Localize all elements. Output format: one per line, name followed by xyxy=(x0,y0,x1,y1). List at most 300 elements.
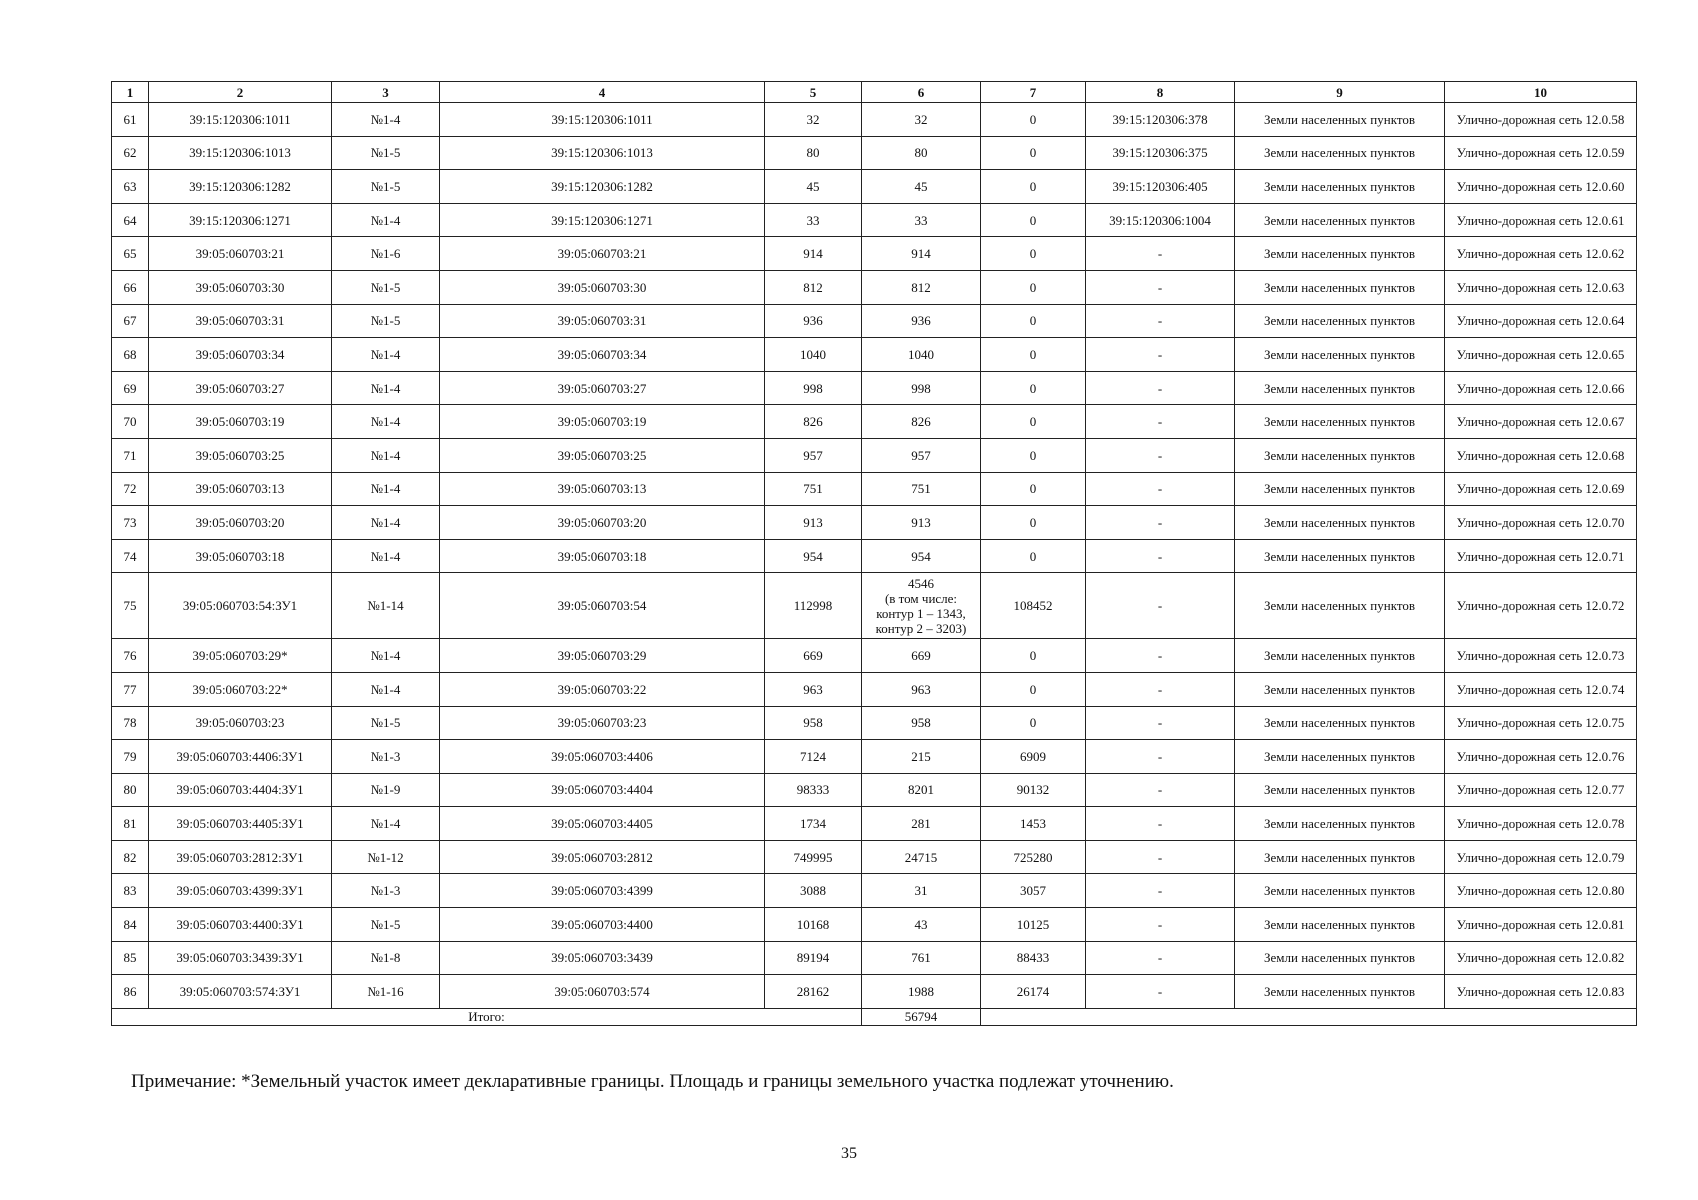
cell-area-in-zone: 914 xyxy=(862,237,981,271)
col-header-7: 7 xyxy=(981,82,1086,103)
cell-area-in-zone: 4546 (в том числе: контур 1 – 1343, контур 2 – 3203) xyxy=(862,573,981,639)
table-row xyxy=(112,438,1637,472)
cell-plot-id: 39:05:060703:4399:ЗУ1 xyxy=(149,874,332,908)
col-header-3: 3 xyxy=(332,82,440,103)
table-row xyxy=(112,136,1637,170)
cell-points-range: №1-4 xyxy=(332,103,440,137)
cell-total-area: 958 xyxy=(765,706,862,740)
cell-parent-plot: - xyxy=(1086,840,1235,874)
cell-points-range: №1-4 xyxy=(332,539,440,573)
cell-permitted-use: Улично-дорожная сеть 12.0.60 xyxy=(1445,170,1637,204)
cell-row-number: 62 xyxy=(112,136,149,170)
cell-plot-id: 39:05:060703:54:ЗУ1 xyxy=(149,573,332,639)
cell-parent-plot: - xyxy=(1086,706,1235,740)
cell-cadastral-number: 39:05:060703:19 xyxy=(440,405,765,439)
cell-cadastral-number: 39:05:060703:13 xyxy=(440,472,765,506)
cell-total-area: 954 xyxy=(765,539,862,573)
col-header-4: 4 xyxy=(440,82,765,103)
col-header-9: 9 xyxy=(1235,82,1445,103)
col-header-5: 5 xyxy=(765,82,862,103)
cell-land-category: Земли населенных пунктов xyxy=(1235,472,1445,506)
cell-parent-plot: - xyxy=(1086,438,1235,472)
cell-points-range: №1-4 xyxy=(332,371,440,405)
col-header-2: 2 xyxy=(149,82,332,103)
cell-area-in-zone: 936 xyxy=(862,304,981,338)
cell-permitted-use: Улично-дорожная сеть 12.0.79 xyxy=(1445,840,1637,874)
cell-row-number: 80 xyxy=(112,773,149,807)
table-row xyxy=(112,975,1637,1009)
cell-area-in-zone: 31 xyxy=(862,874,981,908)
cell-points-range: №1-4 xyxy=(332,506,440,540)
cell-area-outside-zone: 88433 xyxy=(981,941,1086,975)
cell-land-category: Земли населенных пунктов xyxy=(1235,975,1445,1009)
cell-row-number: 74 xyxy=(112,539,149,573)
cell-points-range: №1-9 xyxy=(332,773,440,807)
cell-area-in-zone: 958 xyxy=(862,706,981,740)
cell-parent-plot: - xyxy=(1086,639,1235,673)
cell-points-range: №1-5 xyxy=(332,908,440,942)
cell-row-number: 86 xyxy=(112,975,149,1009)
cell-land-category: Земли населенных пунктов xyxy=(1235,672,1445,706)
cell-total-area: 80 xyxy=(765,136,862,170)
cell-area-in-zone: 8201 xyxy=(862,773,981,807)
cell-area-outside-zone: 0 xyxy=(981,672,1086,706)
cell-area-outside-zone: 0 xyxy=(981,270,1086,304)
cell-area-in-zone: 43 xyxy=(862,908,981,942)
cell-area-in-zone: 812 xyxy=(862,270,981,304)
cell-parent-plot: - xyxy=(1086,941,1235,975)
cell-row-number: 69 xyxy=(112,371,149,405)
total-empty xyxy=(981,1008,1637,1025)
cell-area-outside-zone: 0 xyxy=(981,539,1086,573)
cell-parent-plot: - xyxy=(1086,573,1235,639)
cell-row-number: 72 xyxy=(112,472,149,506)
cell-cadastral-number: 39:05:060703:18 xyxy=(440,539,765,573)
cell-parent-plot: - xyxy=(1086,237,1235,271)
cell-cadastral-number: 39:05:060703:23 xyxy=(440,706,765,740)
cell-plot-id: 39:05:060703:20 xyxy=(149,506,332,540)
cell-plot-id: 39:05:060703:31 xyxy=(149,304,332,338)
cell-total-area: 812 xyxy=(765,270,862,304)
cell-row-number: 84 xyxy=(112,908,149,942)
total-label: Итого: xyxy=(112,1008,862,1025)
cell-land-category: Земли населенных пунктов xyxy=(1235,237,1445,271)
cell-area-in-zone: 45 xyxy=(862,170,981,204)
cell-permitted-use: Улично-дорожная сеть 12.0.72 xyxy=(1445,573,1637,639)
cell-total-area: 1040 xyxy=(765,338,862,372)
cell-points-range: №1-4 xyxy=(332,672,440,706)
cell-land-category: Земли населенных пунктов xyxy=(1235,807,1445,841)
cell-total-area: 669 xyxy=(765,639,862,673)
cell-row-number: 64 xyxy=(112,203,149,237)
col-header-8: 8 xyxy=(1086,82,1235,103)
cell-parent-plot: 39:15:120306:375 xyxy=(1086,136,1235,170)
land-plots-table xyxy=(111,81,1637,1026)
cell-land-category: Земли населенных пунктов xyxy=(1235,506,1445,540)
cell-plot-id: 39:05:060703:13 xyxy=(149,472,332,506)
cell-row-number: 78 xyxy=(112,706,149,740)
cell-area-in-zone: 669 xyxy=(862,639,981,673)
cell-area-in-zone: 761 xyxy=(862,941,981,975)
cell-area-in-zone: 751 xyxy=(862,472,981,506)
cell-row-number: 77 xyxy=(112,672,149,706)
cell-permitted-use: Улично-дорожная сеть 12.0.63 xyxy=(1445,270,1637,304)
cell-total-area: 914 xyxy=(765,237,862,271)
cell-plot-id: 39:15:120306:1282 xyxy=(149,170,332,204)
cell-total-area: 963 xyxy=(765,672,862,706)
cell-row-number: 83 xyxy=(112,874,149,908)
cell-cadastral-number: 39:15:120306:1011 xyxy=(440,103,765,137)
cell-parent-plot: - xyxy=(1086,740,1235,774)
cell-plot-id: 39:05:060703:21 xyxy=(149,237,332,271)
cell-parent-plot: - xyxy=(1086,338,1235,372)
cell-area-in-zone: 215 xyxy=(862,740,981,774)
cell-land-category: Земли населенных пунктов xyxy=(1235,773,1445,807)
cell-plot-id: 39:05:060703:25 xyxy=(149,438,332,472)
cell-plot-id: 39:05:060703:2812:ЗУ1 xyxy=(149,840,332,874)
cell-land-category: Земли населенных пунктов xyxy=(1235,103,1445,137)
cell-area-outside-zone: 0 xyxy=(981,438,1086,472)
cell-area-in-zone: 954 xyxy=(862,539,981,573)
cell-area-outside-zone: 108452 xyxy=(981,573,1086,639)
cell-parent-plot: - xyxy=(1086,672,1235,706)
table-row xyxy=(112,807,1637,841)
cell-land-category: Земли населенных пунктов xyxy=(1235,338,1445,372)
cell-land-category: Земли населенных пунктов xyxy=(1235,840,1445,874)
cell-parent-plot: - xyxy=(1086,472,1235,506)
cell-points-range: №1-4 xyxy=(332,405,440,439)
cell-area-outside-zone: 90132 xyxy=(981,773,1086,807)
table-row xyxy=(112,573,1637,639)
col-header-10: 10 xyxy=(1445,82,1637,103)
cell-cadastral-number: 39:05:060703:4404 xyxy=(440,773,765,807)
cell-cadastral-number: 39:05:060703:27 xyxy=(440,371,765,405)
cell-parent-plot: 39:15:120306:1004 xyxy=(1086,203,1235,237)
cell-permitted-use: Улично-дорожная сеть 12.0.71 xyxy=(1445,539,1637,573)
cell-cadastral-number: 39:15:120306:1013 xyxy=(440,136,765,170)
cell-cadastral-number: 39:05:060703:574 xyxy=(440,975,765,1009)
table-row xyxy=(112,472,1637,506)
cell-plot-id: 39:15:120306:1011 xyxy=(149,103,332,137)
cell-area-in-zone: 33 xyxy=(862,203,981,237)
cell-permitted-use: Улично-дорожная сеть 12.0.65 xyxy=(1445,338,1637,372)
cell-points-range: №1-14 xyxy=(332,573,440,639)
cell-row-number: 79 xyxy=(112,740,149,774)
cell-cadastral-number: 39:05:060703:4405 xyxy=(440,807,765,841)
cell-area-outside-zone: 0 xyxy=(981,237,1086,271)
cell-total-area: 1734 xyxy=(765,807,862,841)
cell-points-range: №1-4 xyxy=(332,639,440,673)
cell-plot-id: 39:15:120306:1271 xyxy=(149,203,332,237)
table-row xyxy=(112,304,1637,338)
table-row xyxy=(112,539,1637,573)
cell-parent-plot: - xyxy=(1086,506,1235,540)
cell-row-number: 65 xyxy=(112,237,149,271)
cell-area-outside-zone: 10125 xyxy=(981,908,1086,942)
cell-row-number: 82 xyxy=(112,840,149,874)
cell-cadastral-number: 39:05:060703:31 xyxy=(440,304,765,338)
cell-land-category: Земли населенных пунктов xyxy=(1235,270,1445,304)
cell-cadastral-number: 39:05:060703:20 xyxy=(440,506,765,540)
cell-row-number: 85 xyxy=(112,941,149,975)
cell-area-outside-zone: 0 xyxy=(981,136,1086,170)
cell-area-outside-zone: 3057 xyxy=(981,874,1086,908)
cell-cadastral-number: 39:05:060703:4399 xyxy=(440,874,765,908)
cell-row-number: 61 xyxy=(112,103,149,137)
cell-cadastral-number: 39:05:060703:22 xyxy=(440,672,765,706)
footnote: Примечание: *Земельный участок имеет декларативные границы. Площадь и границы земельного участка подлежат уточнению. xyxy=(131,1071,1174,1092)
col-header-1: 1 xyxy=(112,82,149,103)
table-row xyxy=(112,908,1637,942)
cell-permitted-use: Улично-дорожная сеть 12.0.78 xyxy=(1445,807,1637,841)
cell-permitted-use: Улично-дорожная сеть 12.0.73 xyxy=(1445,639,1637,673)
cell-plot-id: 39:05:060703:4404:ЗУ1 xyxy=(149,773,332,807)
cell-total-area: 749995 xyxy=(765,840,862,874)
cell-cadastral-number: 39:05:060703:54 xyxy=(440,573,765,639)
table-row xyxy=(112,840,1637,874)
cell-area-outside-zone: 0 xyxy=(981,706,1086,740)
table-body xyxy=(112,103,1637,1009)
cell-parent-plot: - xyxy=(1086,773,1235,807)
cell-points-range: №1-6 xyxy=(332,237,440,271)
cell-cadastral-number: 39:15:120306:1271 xyxy=(440,203,765,237)
cell-area-in-zone: 281 xyxy=(862,807,981,841)
cell-land-category: Земли населенных пунктов xyxy=(1235,405,1445,439)
table-row xyxy=(112,371,1637,405)
cell-cadastral-number: 39:05:060703:4400 xyxy=(440,908,765,942)
table-row xyxy=(112,941,1637,975)
cell-points-range: №1-4 xyxy=(332,472,440,506)
cell-cadastral-number: 39:05:060703:2812 xyxy=(440,840,765,874)
table-row xyxy=(112,740,1637,774)
cell-parent-plot: - xyxy=(1086,908,1235,942)
cell-cadastral-number: 39:05:060703:30 xyxy=(440,270,765,304)
cell-total-area: 3088 xyxy=(765,874,862,908)
cell-land-category: Земли населенных пунктов xyxy=(1235,438,1445,472)
cell-parent-plot: - xyxy=(1086,304,1235,338)
cell-plot-id: 39:05:060703:30 xyxy=(149,270,332,304)
cell-permitted-use: Улично-дорожная сеть 12.0.69 xyxy=(1445,472,1637,506)
cell-total-area: 10168 xyxy=(765,908,862,942)
cell-plot-id: 39:05:060703:27 xyxy=(149,371,332,405)
cell-total-area: 7124 xyxy=(765,740,862,774)
cell-row-number: 68 xyxy=(112,338,149,372)
cell-area-outside-zone: 0 xyxy=(981,472,1086,506)
cell-land-category: Земли населенных пунктов xyxy=(1235,573,1445,639)
cell-land-category: Земли населенных пунктов xyxy=(1235,941,1445,975)
cell-total-area: 998 xyxy=(765,371,862,405)
cell-total-area: 826 xyxy=(765,405,862,439)
cell-permitted-use: Улично-дорожная сеть 12.0.62 xyxy=(1445,237,1637,271)
table-row xyxy=(112,203,1637,237)
table-row xyxy=(112,237,1637,271)
cell-area-outside-zone: 0 xyxy=(981,506,1086,540)
cell-row-number: 71 xyxy=(112,438,149,472)
cell-permitted-use: Улично-дорожная сеть 12.0.81 xyxy=(1445,908,1637,942)
cell-total-area: 751 xyxy=(765,472,862,506)
total-row xyxy=(112,1008,1637,1025)
cell-cadastral-number: 39:05:060703:34 xyxy=(440,338,765,372)
cell-points-range: №1-3 xyxy=(332,740,440,774)
cell-cadastral-number: 39:05:060703:21 xyxy=(440,237,765,271)
cell-permitted-use: Улично-дорожная сеть 12.0.83 xyxy=(1445,975,1637,1009)
cell-land-category: Земли населенных пунктов xyxy=(1235,706,1445,740)
cell-area-in-zone: 1040 xyxy=(862,338,981,372)
cell-permitted-use: Улично-дорожная сеть 12.0.67 xyxy=(1445,405,1637,439)
cell-points-range: №1-4 xyxy=(332,438,440,472)
cell-permitted-use: Улично-дорожная сеть 12.0.70 xyxy=(1445,506,1637,540)
cell-row-number: 66 xyxy=(112,270,149,304)
cell-area-in-zone: 32 xyxy=(862,103,981,137)
cell-plot-id: 39:05:060703:19 xyxy=(149,405,332,439)
cell-land-category: Земли населенных пунктов xyxy=(1235,639,1445,673)
cell-parent-plot: - xyxy=(1086,975,1235,1009)
cell-total-area: 98333 xyxy=(765,773,862,807)
cell-plot-id: 39:05:060703:4405:ЗУ1 xyxy=(149,807,332,841)
table-row xyxy=(112,170,1637,204)
cell-permitted-use: Улично-дорожная сеть 12.0.80 xyxy=(1445,874,1637,908)
cell-total-area: 89194 xyxy=(765,941,862,975)
cell-row-number: 63 xyxy=(112,170,149,204)
cell-total-area: 913 xyxy=(765,506,862,540)
cell-row-number: 81 xyxy=(112,807,149,841)
cell-plot-id: 39:05:060703:574:ЗУ1 xyxy=(149,975,332,1009)
cell-permitted-use: Улично-дорожная сеть 12.0.61 xyxy=(1445,203,1637,237)
cell-cadastral-number: 39:05:060703:25 xyxy=(440,438,765,472)
table-row xyxy=(112,706,1637,740)
cell-plot-id: 39:15:120306:1013 xyxy=(149,136,332,170)
table-row xyxy=(112,672,1637,706)
cell-plot-id: 39:05:060703:3439:ЗУ1 xyxy=(149,941,332,975)
table-row xyxy=(112,405,1637,439)
total-value: 56794 xyxy=(862,1008,981,1025)
cell-row-number: 75 xyxy=(112,573,149,639)
cell-points-range: №1-4 xyxy=(332,338,440,372)
cell-row-number: 67 xyxy=(112,304,149,338)
cell-area-in-zone: 998 xyxy=(862,371,981,405)
cell-area-outside-zone: 0 xyxy=(981,170,1086,204)
cell-permitted-use: Улично-дорожная сеть 12.0.58 xyxy=(1445,103,1637,137)
cell-plot-id: 39:05:060703:4400:ЗУ1 xyxy=(149,908,332,942)
cell-points-range: №1-8 xyxy=(332,941,440,975)
cell-area-outside-zone: 0 xyxy=(981,304,1086,338)
cell-land-category: Земли населенных пунктов xyxy=(1235,304,1445,338)
cell-cadastral-number: 39:15:120306:1282 xyxy=(440,170,765,204)
cell-plot-id: 39:05:060703:22* xyxy=(149,672,332,706)
cell-points-range: №1-12 xyxy=(332,840,440,874)
cell-total-area: 28162 xyxy=(765,975,862,1009)
cell-total-area: 112998 xyxy=(765,573,862,639)
table-row xyxy=(112,773,1637,807)
cell-area-outside-zone: 0 xyxy=(981,338,1086,372)
cell-parent-plot: 39:15:120306:405 xyxy=(1086,170,1235,204)
table-row xyxy=(112,639,1637,673)
cell-area-in-zone: 963 xyxy=(862,672,981,706)
cell-land-category: Земли населенных пунктов xyxy=(1235,203,1445,237)
cell-points-range: №1-5 xyxy=(332,304,440,338)
cell-area-in-zone: 1988 xyxy=(862,975,981,1009)
cell-permitted-use: Улично-дорожная сеть 12.0.77 xyxy=(1445,773,1637,807)
table-row xyxy=(112,270,1637,304)
cell-land-category: Земли населенных пунктов xyxy=(1235,136,1445,170)
table-row xyxy=(112,103,1637,137)
cell-row-number: 76 xyxy=(112,639,149,673)
cell-points-range: №1-16 xyxy=(332,975,440,1009)
cell-area-outside-zone: 0 xyxy=(981,371,1086,405)
cell-area-outside-zone: 725280 xyxy=(981,840,1086,874)
page-number: 35 xyxy=(841,1145,857,1162)
cell-permitted-use: Улично-дорожная сеть 12.0.76 xyxy=(1445,740,1637,774)
cell-permitted-use: Улично-дорожная сеть 12.0.75 xyxy=(1445,706,1637,740)
cell-land-category: Земли населенных пунктов xyxy=(1235,539,1445,573)
cell-area-outside-zone: 0 xyxy=(981,405,1086,439)
cell-area-in-zone: 957 xyxy=(862,438,981,472)
cell-land-category: Земли населенных пунктов xyxy=(1235,874,1445,908)
col-header-6: 6 xyxy=(862,82,981,103)
cell-permitted-use: Улично-дорожная сеть 12.0.68 xyxy=(1445,438,1637,472)
cell-row-number: 70 xyxy=(112,405,149,439)
cell-points-range: №1-4 xyxy=(332,203,440,237)
cell-plot-id: 39:05:060703:18 xyxy=(149,539,332,573)
cell-row-number: 73 xyxy=(112,506,149,540)
cell-plot-id: 39:05:060703:29* xyxy=(149,639,332,673)
header-row xyxy=(112,82,1637,103)
cell-area-outside-zone: 0 xyxy=(981,203,1086,237)
cell-total-area: 33 xyxy=(765,203,862,237)
cell-permitted-use: Улично-дорожная сеть 12.0.66 xyxy=(1445,371,1637,405)
cell-area-outside-zone: 0 xyxy=(981,639,1086,673)
cell-permitted-use: Улично-дорожная сеть 12.0.74 xyxy=(1445,672,1637,706)
cell-permitted-use: Улично-дорожная сеть 12.0.82 xyxy=(1445,941,1637,975)
cell-parent-plot: 39:15:120306:378 xyxy=(1086,103,1235,137)
cell-permitted-use: Улично-дорожная сеть 12.0.59 xyxy=(1445,136,1637,170)
cell-plot-id: 39:05:060703:4406:ЗУ1 xyxy=(149,740,332,774)
table-row xyxy=(112,874,1637,908)
cell-parent-plot: - xyxy=(1086,371,1235,405)
cell-area-outside-zone: 0 xyxy=(981,103,1086,137)
cell-area-outside-zone: 26174 xyxy=(981,975,1086,1009)
cell-parent-plot: - xyxy=(1086,874,1235,908)
cell-points-range: №1-3 xyxy=(332,874,440,908)
cell-points-range: №1-4 xyxy=(332,807,440,841)
cell-points-range: №1-5 xyxy=(332,706,440,740)
cell-land-category: Земли населенных пунктов xyxy=(1235,371,1445,405)
cell-area-in-zone: 80 xyxy=(862,136,981,170)
cell-area-outside-zone: 1453 xyxy=(981,807,1086,841)
cell-total-area: 957 xyxy=(765,438,862,472)
cell-cadastral-number: 39:05:060703:29 xyxy=(440,639,765,673)
cell-cadastral-number: 39:05:060703:4406 xyxy=(440,740,765,774)
cell-total-area: 45 xyxy=(765,170,862,204)
table-row xyxy=(112,338,1637,372)
cell-total-area: 936 xyxy=(765,304,862,338)
cell-land-category: Земли населенных пунктов xyxy=(1235,908,1445,942)
cell-cadastral-number: 39:05:060703:3439 xyxy=(440,941,765,975)
cell-area-in-zone: 826 xyxy=(862,405,981,439)
cell-points-range: №1-5 xyxy=(332,136,440,170)
cell-parent-plot: - xyxy=(1086,539,1235,573)
cell-plot-id: 39:05:060703:23 xyxy=(149,706,332,740)
cell-permitted-use: Улично-дорожная сеть 12.0.64 xyxy=(1445,304,1637,338)
cell-plot-id: 39:05:060703:34 xyxy=(149,338,332,372)
cell-points-range: №1-5 xyxy=(332,170,440,204)
cell-land-category: Земли населенных пунктов xyxy=(1235,740,1445,774)
cell-points-range: №1-5 xyxy=(332,270,440,304)
cell-area-in-zone: 24715 xyxy=(862,840,981,874)
cell-land-category: Земли населенных пунктов xyxy=(1235,170,1445,204)
cell-area-in-zone: 913 xyxy=(862,506,981,540)
table-row xyxy=(112,506,1637,540)
